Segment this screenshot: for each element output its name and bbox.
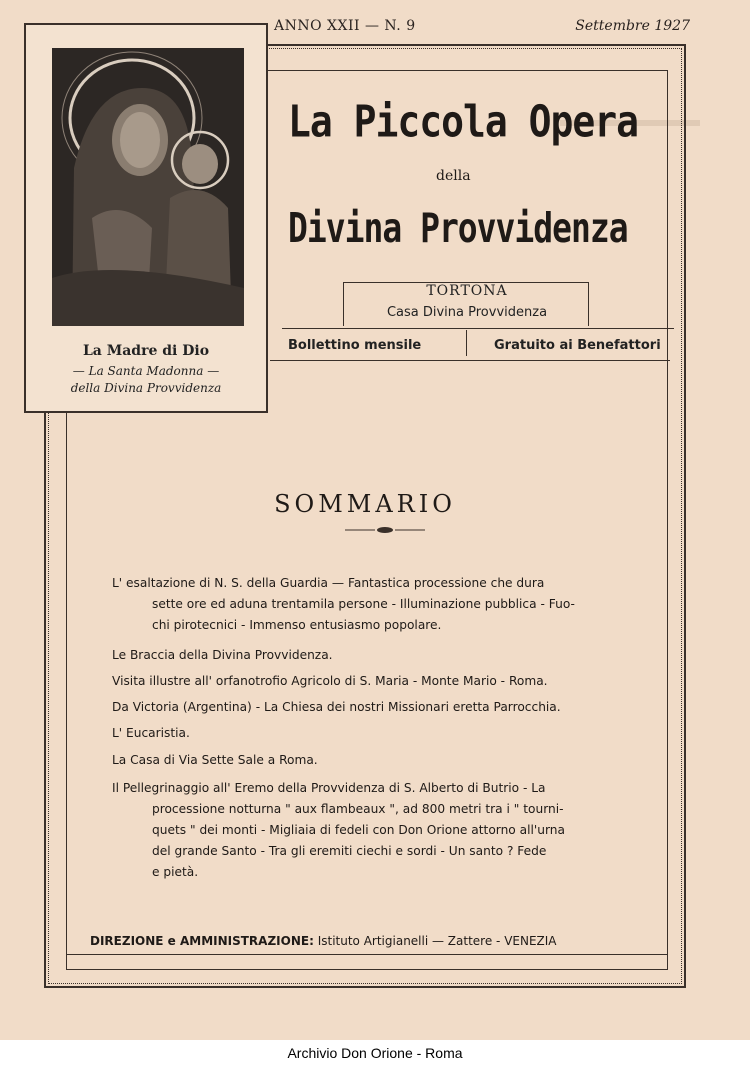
entry-line: L' esaltazione di N. S. della Guardia — Fantastica processione che dura bbox=[112, 576, 545, 590]
entry-line: e pietà. bbox=[152, 865, 199, 879]
image-caption-subtitle-2: della Divina Provvidenza bbox=[70, 381, 222, 395]
entry-line: Le Braccia della Divina Provvidenza. bbox=[112, 648, 333, 662]
madonna-and-child-picture bbox=[52, 48, 244, 326]
administration-line bbox=[90, 934, 660, 948]
entry-line: quets " dei monti - Migliaia di fedeli con Don Orione attorno all'urna bbox=[152, 823, 565, 837]
administration-address: Istituto Artigianelli — Zattere - VENEZIA bbox=[317, 934, 557, 948]
issue-date: Settembre 1927 bbox=[575, 18, 690, 34]
archive-credit: Archivio Don Orione - Roma bbox=[287, 1045, 463, 1061]
contents-heading: SOMMARIO bbox=[274, 490, 456, 518]
entry-line: del grande Santo - Tra gli eremiti ciechi e sordi - Un santo ? Fede bbox=[152, 844, 547, 858]
contents-entry bbox=[112, 573, 632, 636]
masthead-bottom-rule bbox=[270, 360, 670, 361]
contents-entry bbox=[112, 750, 632, 771]
entry-line: Da Victoria (Argentina) - La Chiesa dei nostri Missionari eretta Parrocchia. bbox=[112, 700, 561, 714]
masthead-title-line1: La Piccola Opera bbox=[288, 96, 639, 147]
archive-credit-bar bbox=[0, 1040, 750, 1066]
ornament-divider-icon bbox=[345, 525, 425, 535]
entry-line: Visita illustre all' orfanotrofio Agricolo di S. Maria - Monte Mario - Roma. bbox=[112, 674, 548, 688]
contents-entry bbox=[112, 697, 632, 718]
image-caption-title: La Madre di Dio bbox=[82, 343, 210, 359]
issue-number: ANNO XXII — N. 9 bbox=[274, 18, 416, 34]
issue-line bbox=[274, 18, 690, 40]
contents-entry bbox=[112, 645, 632, 666]
footer-rule bbox=[66, 954, 668, 971]
masthead-rule bbox=[282, 328, 674, 329]
contents-entry bbox=[112, 723, 632, 744]
bulletin-price-note: Gratuito ai Benefattori bbox=[494, 338, 661, 353]
entry-line: sette ore ed aduna trentamila persone - Illuminazione pubblica - Fuo- bbox=[152, 597, 575, 611]
madonna-image-panel bbox=[24, 23, 268, 413]
administration-label: DIREZIONE e AMMINISTRAZIONE: bbox=[90, 934, 314, 948]
publisher-house: Casa Divina Provvidenza bbox=[386, 305, 548, 320]
entry-line: chi pirotecnici - Immenso entusiasmo popolare. bbox=[152, 618, 442, 632]
publisher-box bbox=[343, 282, 589, 326]
contents-entry bbox=[112, 671, 632, 692]
masthead-title-della: della bbox=[436, 168, 471, 184]
image-caption-subtitle: — La Santa Madonna — bbox=[72, 364, 220, 378]
bulletin-frequency: Bollettino mensile bbox=[288, 338, 422, 353]
entry-line: La Casa di Via Sette Sale a Roma. bbox=[112, 753, 318, 767]
entry-line: Il Pellegrinaggio all' Eremo della Provvidenza di S. Alberto di Butrio - La bbox=[112, 781, 546, 795]
masthead-title-line2: Divina Provvidenza bbox=[288, 203, 628, 252]
entry-line: processione notturna " aux flambeaux ", ad 800 metri tra i " tourni- bbox=[152, 802, 564, 816]
entry-line: L' Eucaristia. bbox=[112, 726, 190, 740]
contents-entry bbox=[112, 778, 632, 883]
publisher-city: TORTONA bbox=[426, 283, 508, 299]
divider-pin bbox=[466, 330, 467, 356]
